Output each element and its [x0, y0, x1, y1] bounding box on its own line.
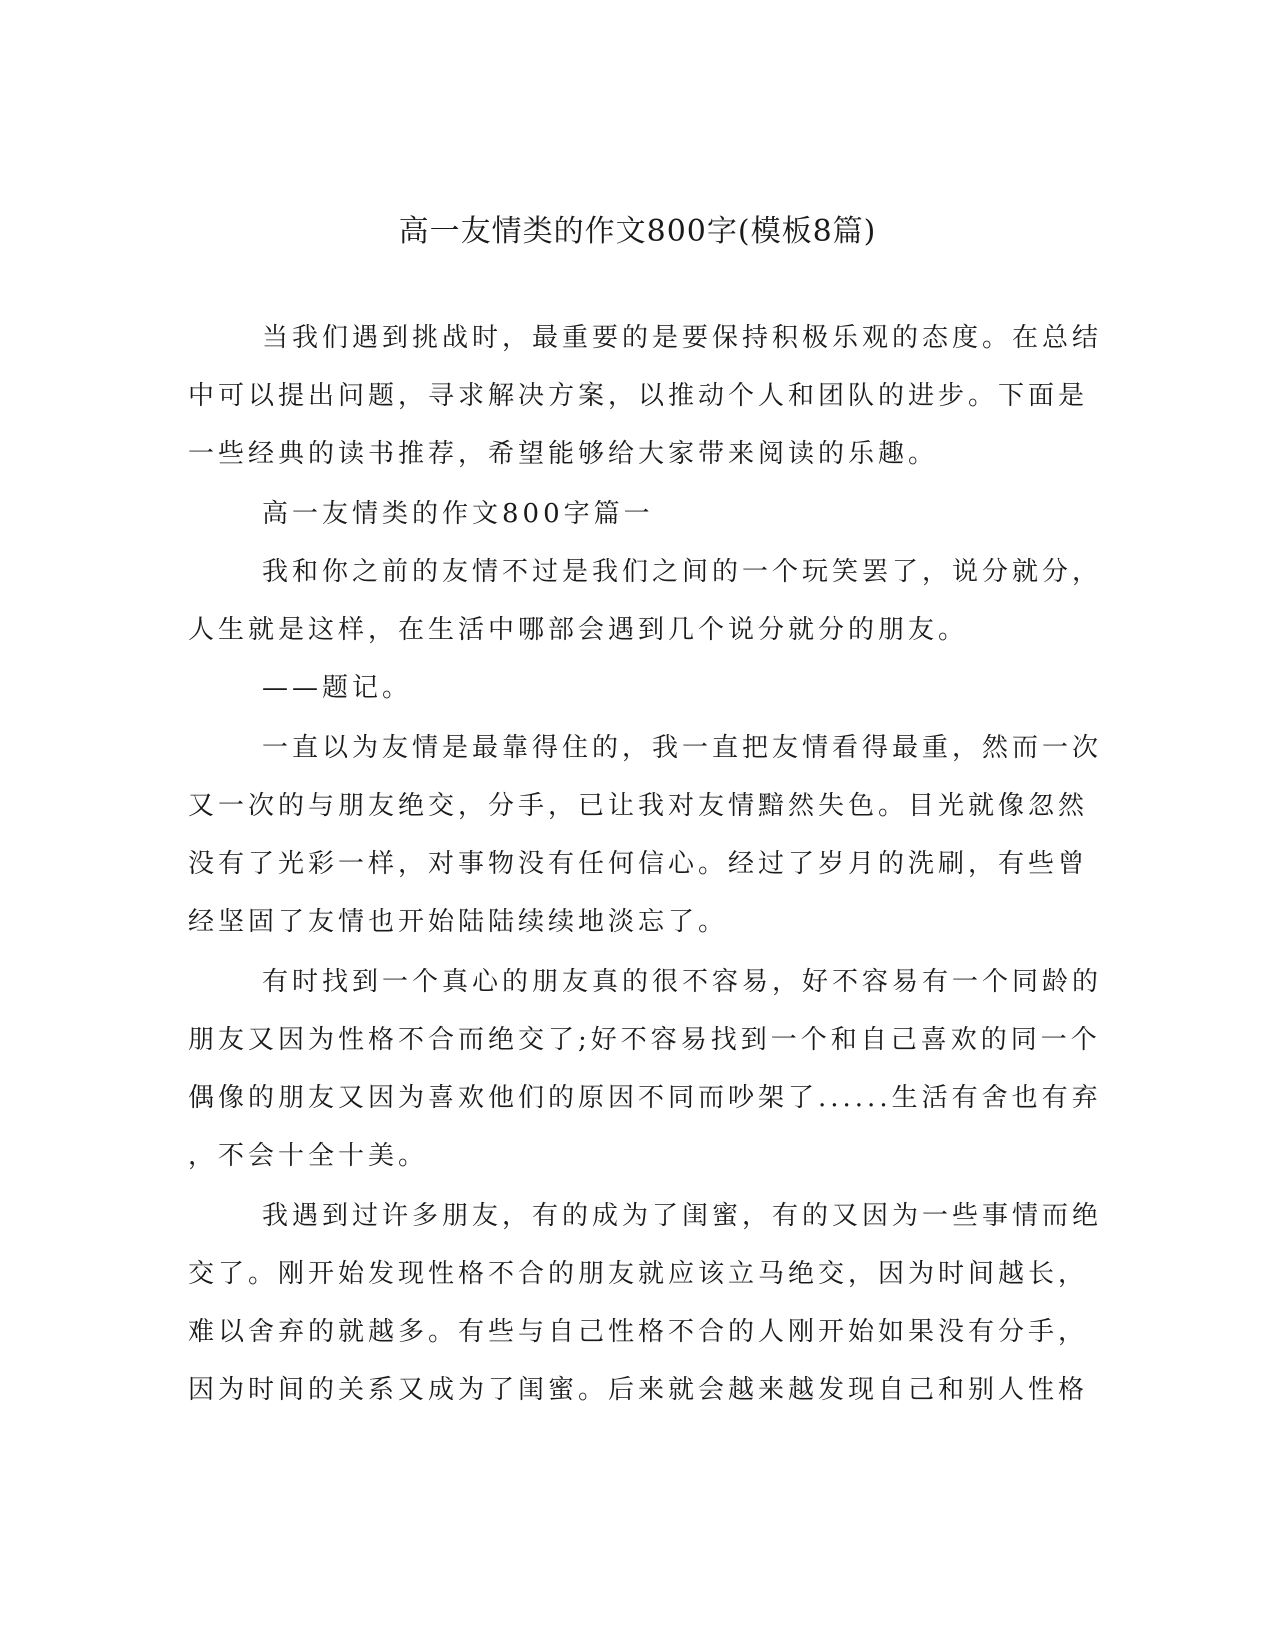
paragraph-line: 没有了光彩一样，对事物没有任何信心。经过了岁月的洗刷，有些曾: [188, 849, 1089, 879]
paragraph-line: 我遇到过许多朋友，有的成为了闺蜜，有的又因为一些事情而绝: [262, 1201, 1103, 1231]
paragraph-line: 人生就是这样，在生活中哪部会遇到几个说分就分的朋友。: [188, 615, 969, 645]
paragraph-line: 交了。刚开始发现性格不合的朋友就应该立马绝交，因为时间越长，: [188, 1259, 1089, 1289]
paragraph-line: 又一次的与朋友绝交，分手，已让我对友情黯然失色。目光就像忽然: [188, 791, 1089, 821]
paragraph-line: 我和你之前的友情不过是我们之间的一个玩笑罢了，说分就分，: [262, 557, 1103, 587]
section-heading: 高一友情类的作文800字篇一: [262, 499, 654, 529]
paragraph-line: 一直以为友情是最靠得住的，我一直把友情看得最重，然而一次: [262, 733, 1103, 763]
paragraph-line: 因为时间的关系又成为了闺蜜。后来就会越来越发现自己和别人性格: [188, 1375, 1089, 1405]
paragraph-line: 中可以提出问题，寻求解决方案，以推动个人和团队的进步。下面是: [188, 381, 1089, 411]
paragraph-line: 朋友又因为性格不合而绝交了;好不容易找到一个和自己喜欢的同一个: [188, 1025, 1101, 1055]
paragraph-line: 当我们遇到挑战时，最重要的是要保持积极乐观的态度。在总结: [262, 323, 1103, 353]
epigraph-note: ——题记。: [262, 673, 413, 703]
paragraph-line: 有时找到一个真心的朋友真的很不容易，好不容易有一个同龄的: [262, 967, 1103, 997]
paragraph-line: ，不会十全十美。: [188, 1141, 429, 1171]
paragraph-line: 一些经典的读书推荐，希望能够给大家带来阅读的乐趣。: [188, 439, 939, 469]
paragraph-line: 难以舍弃的就越多。有些与自己性格不合的人刚开始如果没有分手，: [188, 1317, 1089, 1347]
document-title: 高一友情类的作文800字(模板8篇): [398, 214, 877, 249]
paragraph-line: 偶像的朋友又因为喜欢他们的原因不同而吵架了......生活有舍也有弃: [188, 1083, 1102, 1113]
paragraph-line: 经坚固了友情也开始陆陆续续地淡忘了。: [188, 907, 729, 937]
